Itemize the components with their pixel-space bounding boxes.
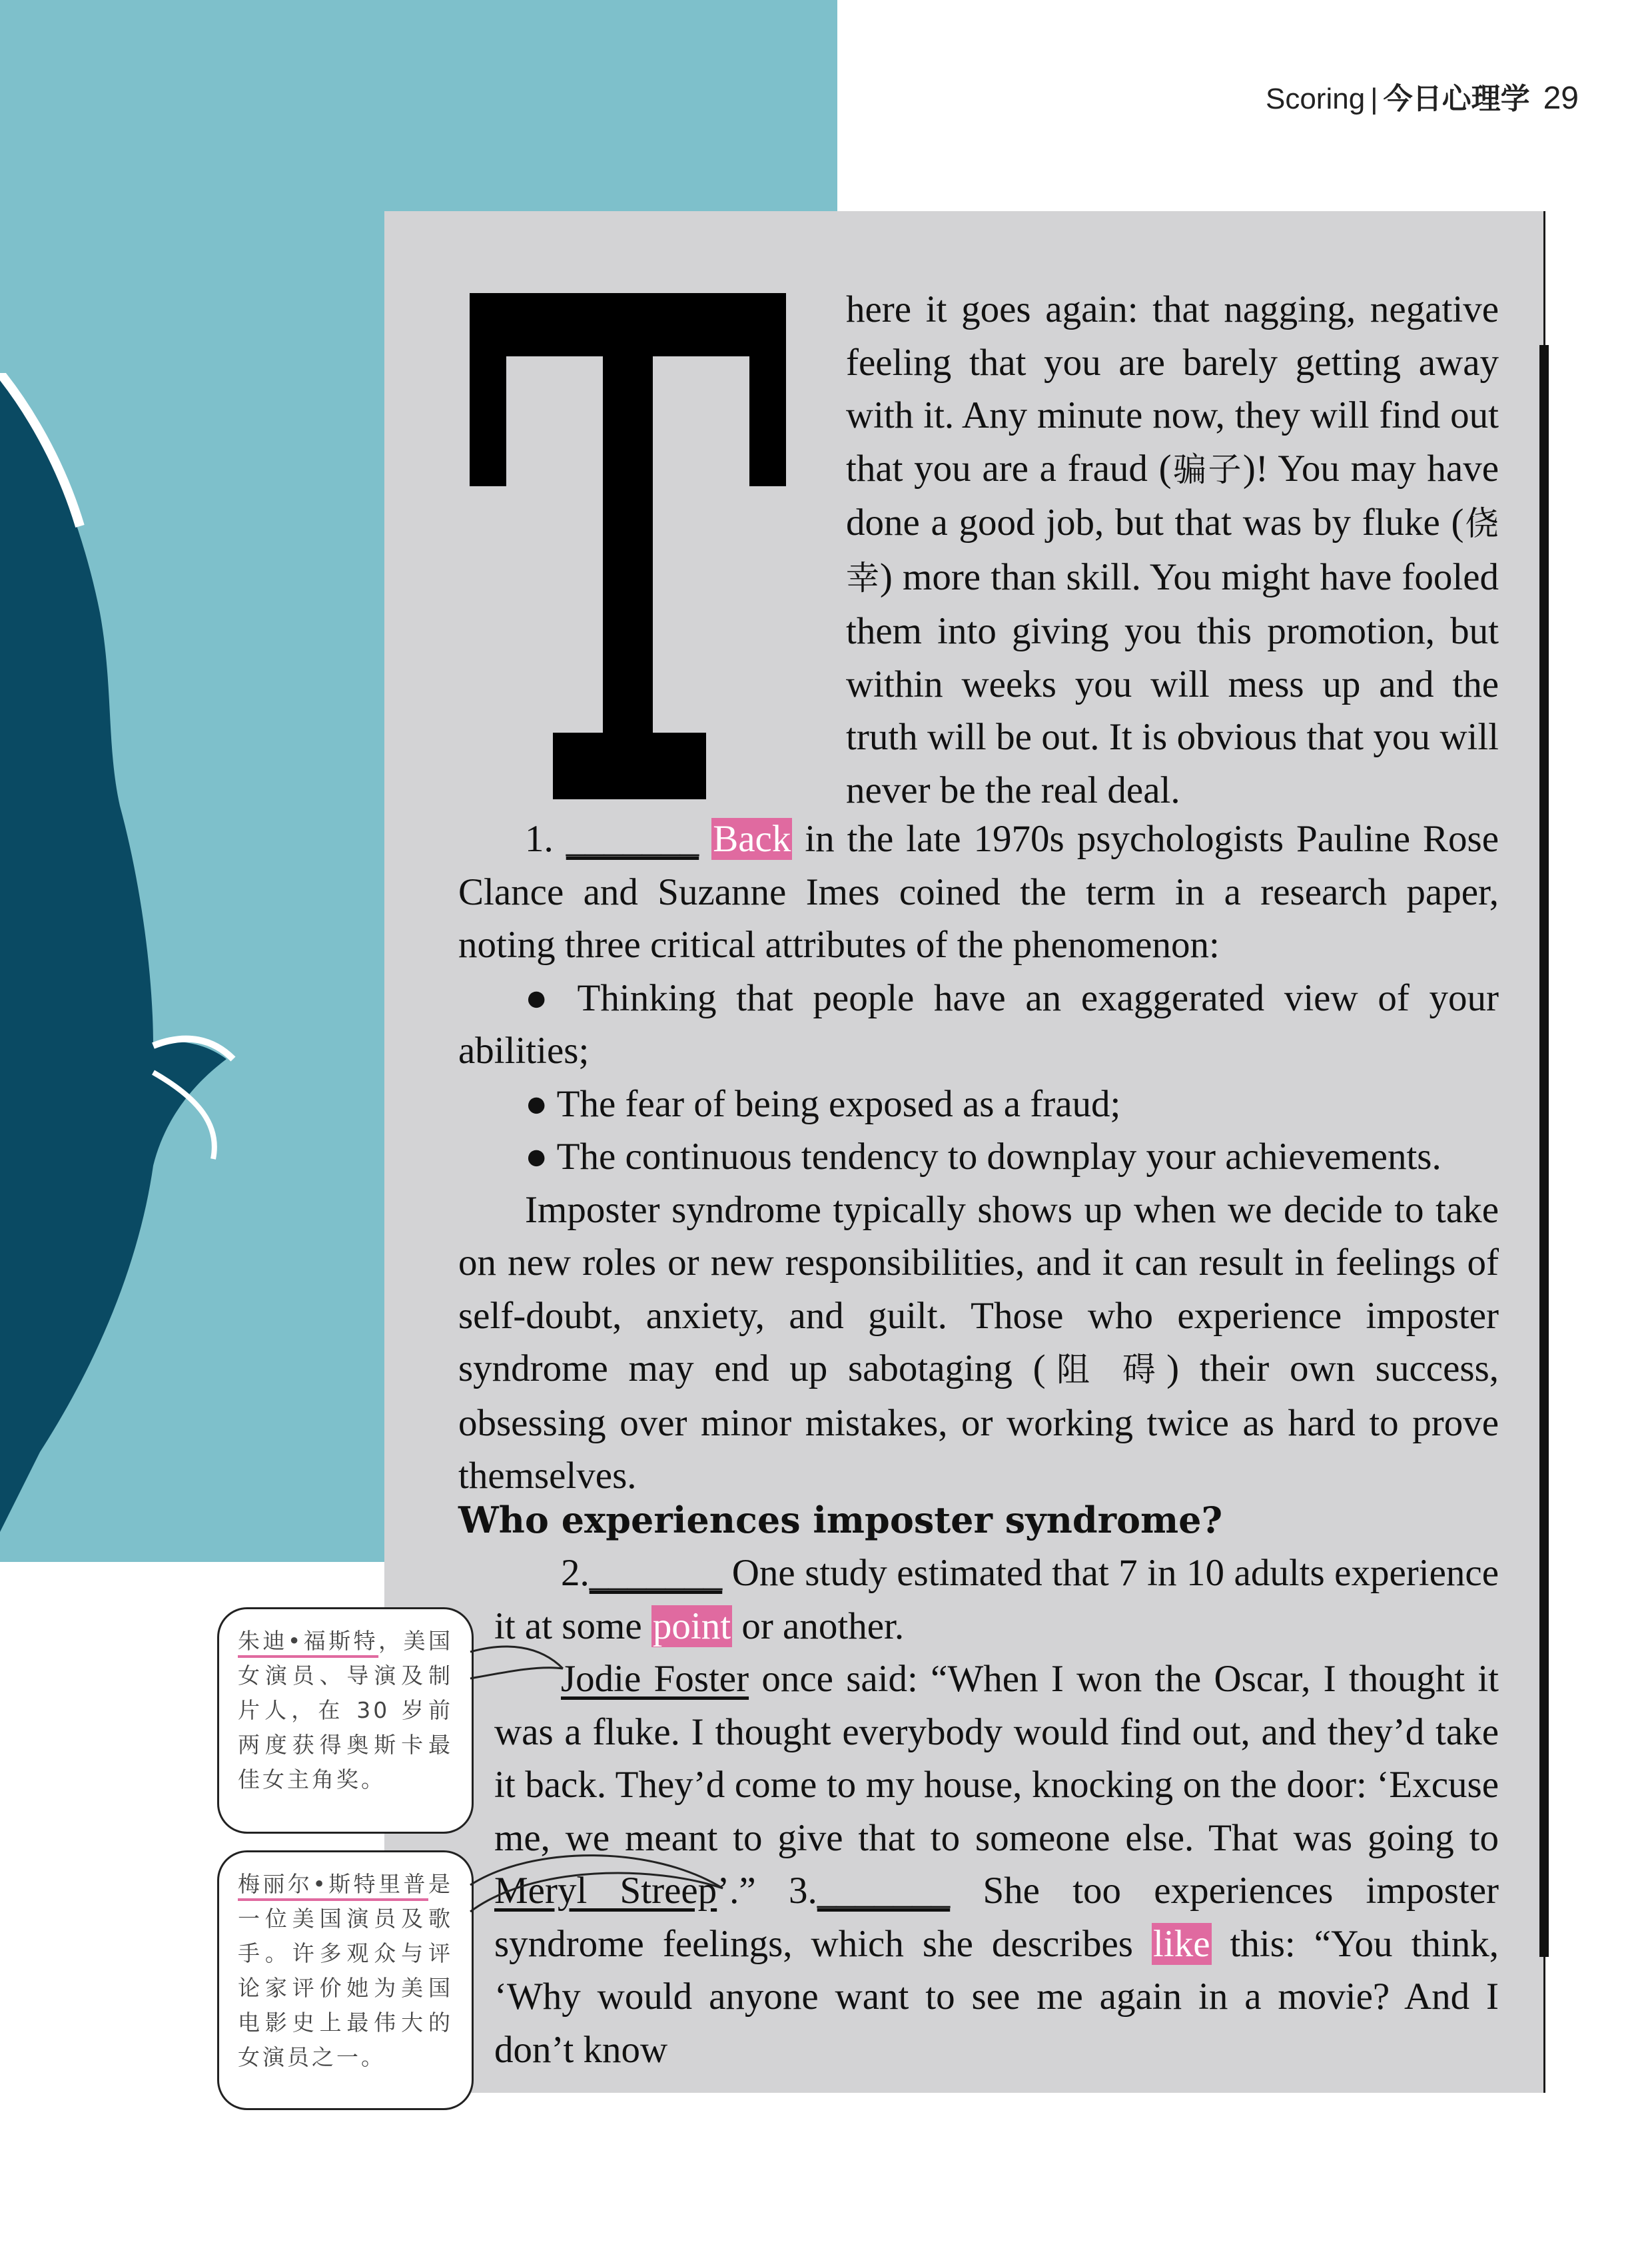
paragraph-4-text-4: this: “You think, ‘Why would anyone want to see me again in a movie? And I don’t know bbox=[494, 1922, 1499, 2071]
paragraph-2-text-1: Imposter syndrome typically shows up when we decide to take on new roles or new responsibilities, and it can result in feelings of self-doubt, anxiety, and guilt. Those who experience imposter syndrome may end up sabotaging ( bbox=[458, 1188, 1499, 1389]
note-name: 梅丽尔•斯特里普 bbox=[238, 1871, 428, 1897]
paragraph-4-text-1: once said: “When I won the Oscar, I thought it was a fluke. I thought everybody would find out, and they’d take it back. They’d come to my house, knocking on the door: ‘Excuse me, we meant to give that to someone else. That was going to bbox=[494, 1658, 1499, 1859]
silhouette-illustration bbox=[0, 373, 386, 1572]
question-number-1: 1. bbox=[525, 818, 566, 860]
section-name: Scoring bbox=[1265, 83, 1366, 115]
paragraph-1-text: in the late 1970s psychologists Pauline Rose Clance and Suzanne Imes coined the term in a research paper, noting three critical attributes of the phenomenon: bbox=[458, 818, 1499, 966]
answer-blank-3: _______ bbox=[817, 1870, 951, 1912]
section-heading: Who experiences imposter syndrome? bbox=[458, 1499, 1223, 1541]
highlighted-word-back: Back bbox=[713, 818, 791, 860]
highlighted-word-like: like bbox=[1153, 1922, 1210, 1965]
page-header bbox=[1266, 75, 1579, 117]
answer-blank-2: _______ bbox=[589, 1552, 723, 1594]
gloss-fraud: 骗子 bbox=[1171, 450, 1243, 489]
paragraph-4-text-2: ’.” 3. bbox=[717, 1870, 817, 1912]
annotation-note-meryl-streep bbox=[217, 1850, 474, 2110]
intro-text-1: here it goes again: that nagging, negative feeling that you are barely getting away with it. Any minute now, they will find out that you are a fraud ( bbox=[846, 288, 1499, 490]
paragraph-2-text-2: ) their own success, obsessing over minor mistakes, or working twice as hard to prove themselves. bbox=[458, 1347, 1499, 1497]
name-meryl-streep: Meryl Streep bbox=[494, 1870, 717, 1912]
note-text: ，美国女演员、导演及制片人，在 30 岁前两度获得奥斯卡最佳女主角奖。 bbox=[238, 1628, 454, 1792]
article-body-continued bbox=[494, 1547, 1499, 2076]
header-separator: | bbox=[1370, 83, 1378, 115]
gloss-fluke: 侥幸 bbox=[846, 504, 1499, 597]
annotation-note-jodie-foster bbox=[217, 1607, 474, 1834]
page-number: 29 bbox=[1543, 81, 1579, 116]
answer-blank-1: _______ bbox=[566, 818, 699, 860]
paragraph-4-text-3: She too experiences imposter syndrome feelings, which she describes bbox=[494, 1870, 1499, 1965]
paragraph-3-text-2: or another. bbox=[732, 1605, 905, 1647]
highlighted-word-point: point bbox=[652, 1605, 731, 1647]
name-jodie-foster: Jodie Foster bbox=[561, 1658, 749, 1700]
bullet-item: ● The fear of being exposed as a fraud; bbox=[525, 1082, 1121, 1125]
intro-text-3: ) more than skill. You might have fooled them into giving you this promotion, but within weeks you will mess up and the truth will be out. It is obvious that you will never be the real deal. bbox=[846, 556, 1499, 811]
bullet-item: ● The continuous tendency to downplay your achievements. bbox=[525, 1136, 1442, 1178]
article-body bbox=[458, 813, 1499, 1503]
panel-side-bar bbox=[1539, 345, 1549, 1957]
drop-cap-t bbox=[470, 293, 803, 799]
gloss-sabotaging: 阻 碍 bbox=[1045, 1350, 1167, 1389]
magazine-name: 今日心理学 bbox=[1383, 83, 1530, 115]
bullet-item: ● Thinking that people have an exaggerated view of your abilities; bbox=[458, 976, 1499, 1072]
note-name: 朱迪•福斯特 bbox=[238, 1628, 379, 1654]
paragraph-3-text-1: One study estimated that 7 in 10 adults experience it at some bbox=[494, 1552, 1499, 1647]
question-number-2: 2. bbox=[561, 1552, 590, 1594]
note-text: 是一位美国演员及歌手。许多观众与评论家评价她为美国电影史上最伟大的女演员之一。 bbox=[238, 1871, 453, 2070]
intro-text-2: )! You may have done a good job, but that was by fluke ( bbox=[846, 447, 1499, 544]
intro-paragraph bbox=[846, 283, 1499, 817]
